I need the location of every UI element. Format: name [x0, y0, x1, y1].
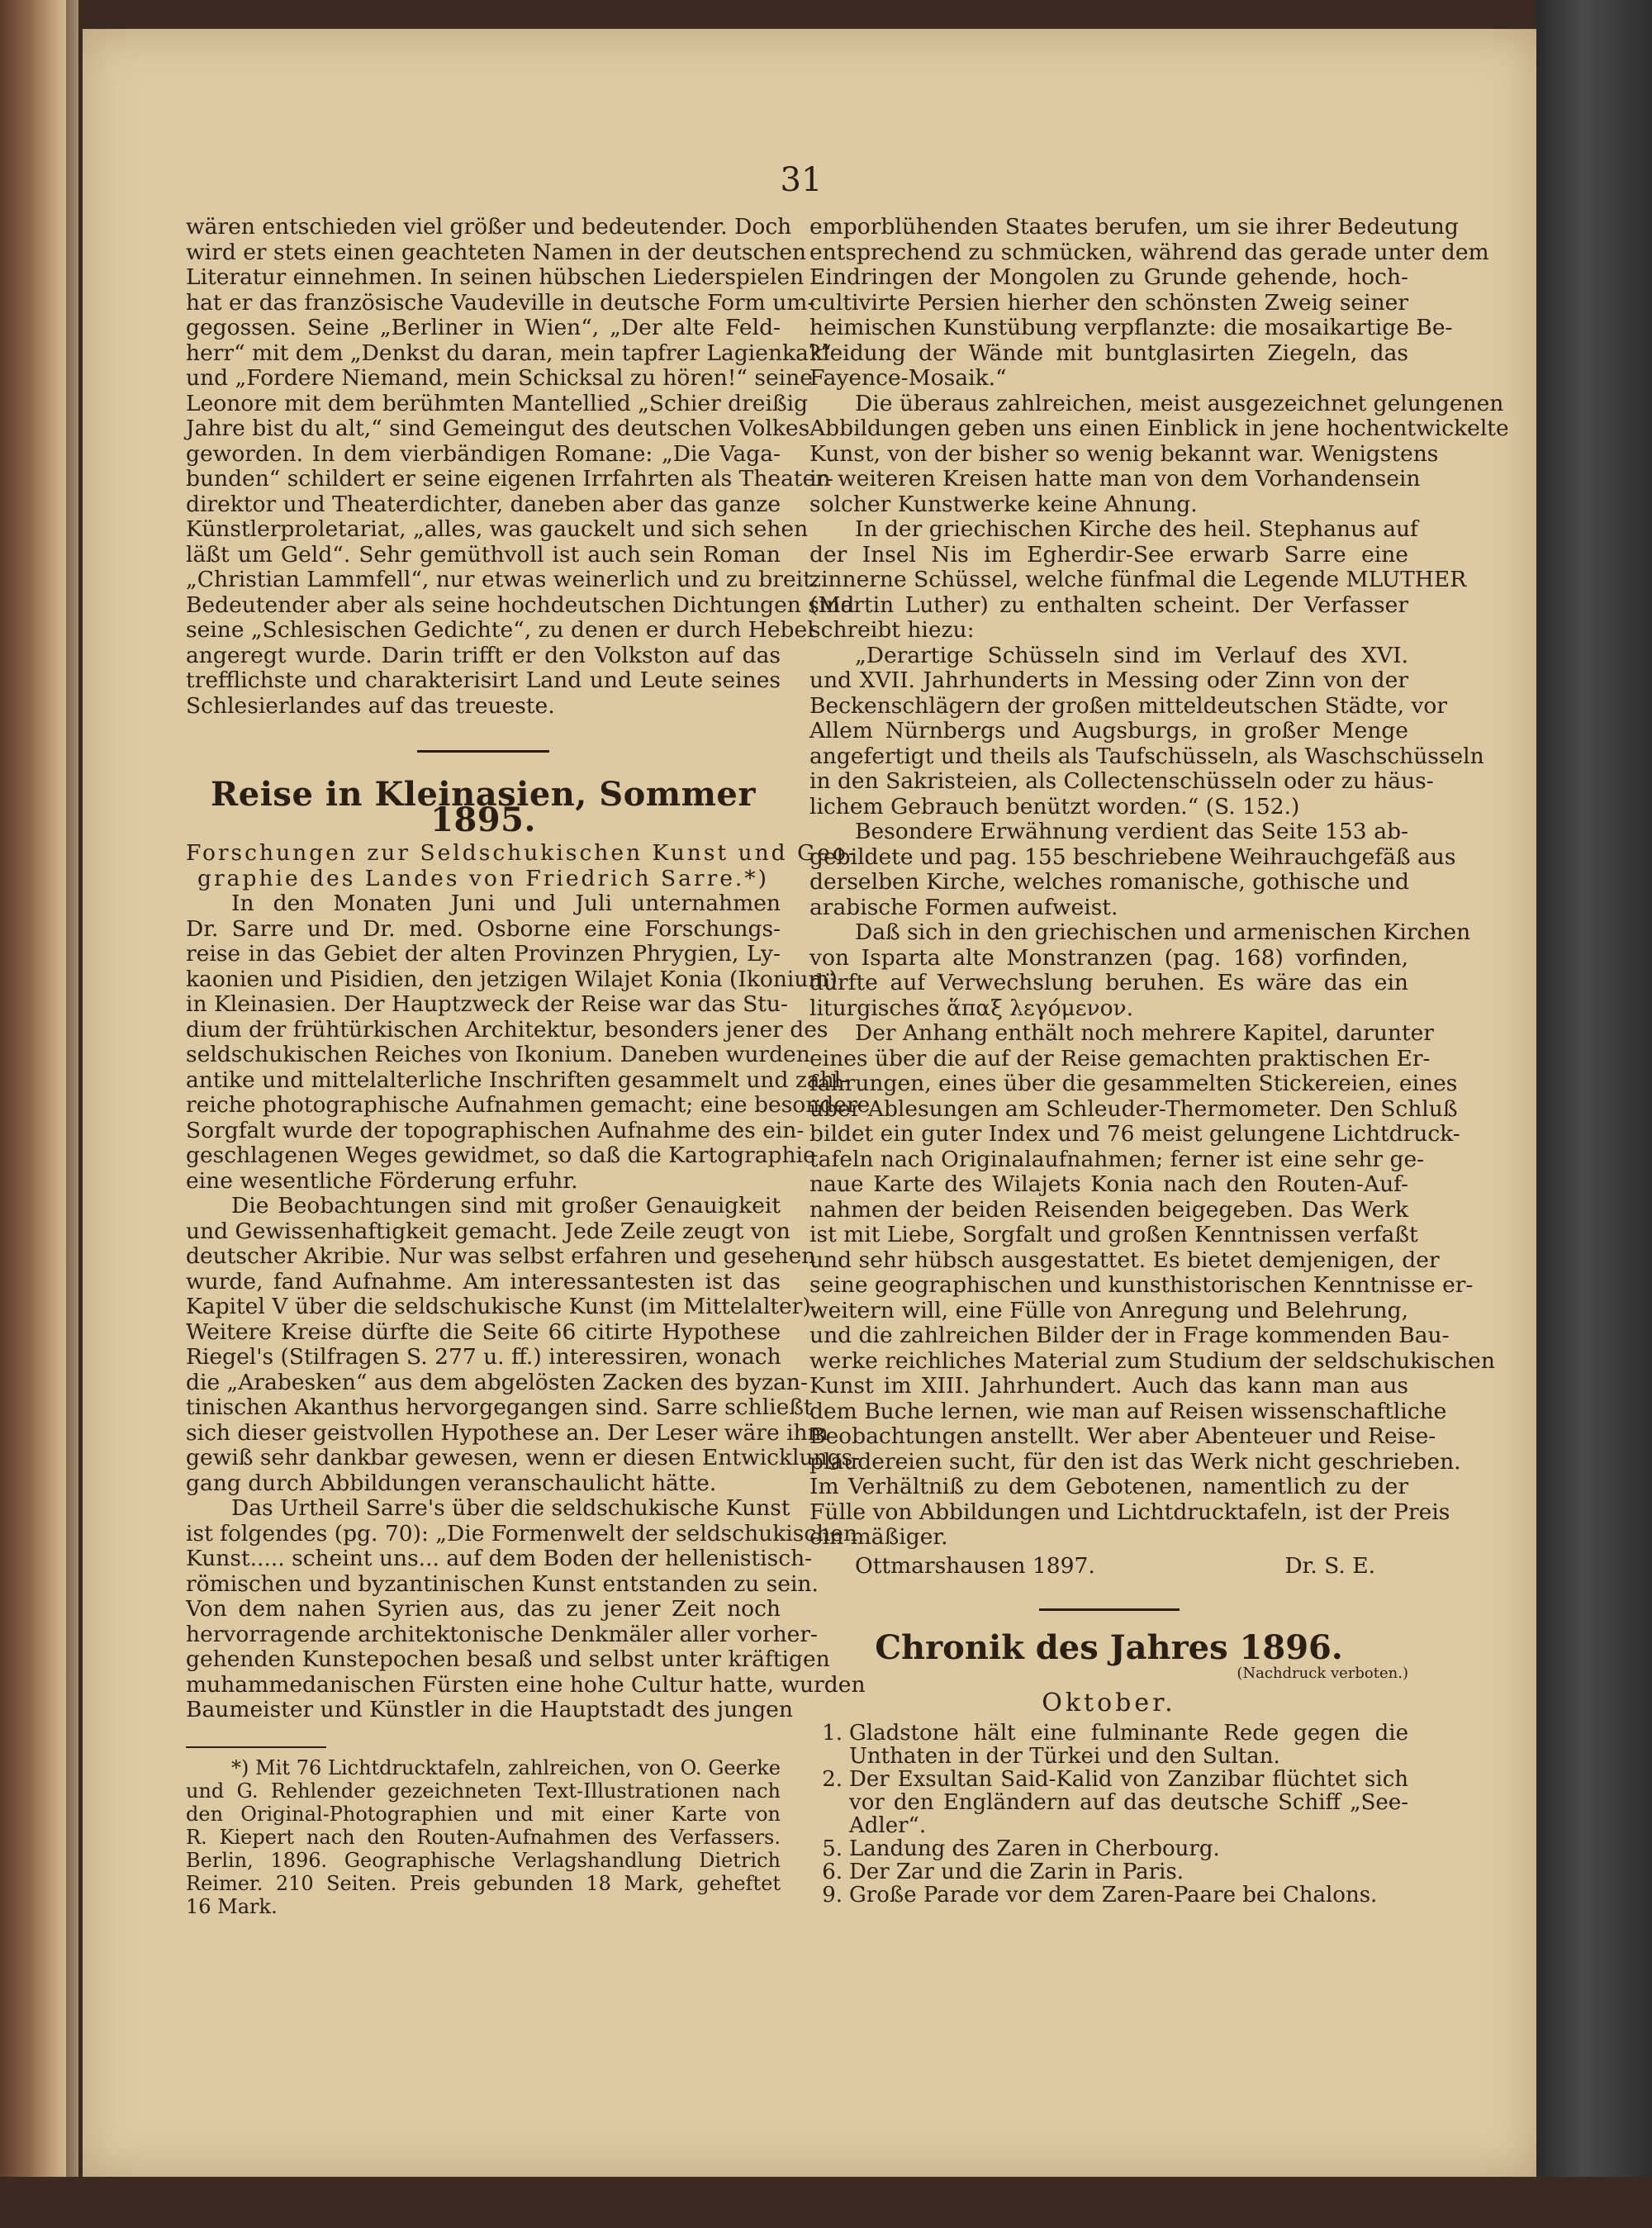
text-line: Reimer. 210 Seiten. Preis gebunden 18 Mark, geheftet — [186, 1871, 781, 1895]
text-line: Eindringen der Mongolen zu Grunde gehende, hoch- — [809, 264, 1408, 290]
text-line: Riegel's (Stilfragen S. 277 u. ff.) interessiren, wonach — [186, 1344, 781, 1370]
text-line: tafeln nach Originalaufnahmen; ferner ist eine sehr ge- — [809, 1146, 1425, 1172]
text-line: Künstlerproletariat, „alles, was gauckelt und sich sehen — [186, 516, 809, 542]
right-para-2 — [809, 390, 1509, 518]
chronicle-item-text: Gladstone hält eine fulminante Rede gegen die Unthaten in der Türkei und den Sultan. — [849, 1720, 1408, 1769]
signature-place-date: Ottmarshausen 1897. — [855, 1552, 1095, 1579]
right-para-7 — [809, 1020, 1495, 1551]
text-line: seine geographischen und kunsthistorischen Kenntnisse er- — [809, 1272, 1474, 1298]
text-line: geworden. In dem vierbändigen Romane: „Die Vaga- — [186, 440, 781, 467]
text-line: Daß sich in den griechischen und armenischen Kirchen — [855, 919, 1471, 945]
text-line: Die Beobachtungen sind mit großer Genauigkeit — [231, 1193, 781, 1219]
text-line: Beobachtungen anstellt. Wer aber Abenteuer und Reise- — [809, 1423, 1436, 1449]
chronicle-item — [809, 1837, 1408, 1860]
text-line: über Ablesungen am Schleuder-Thermometer. Den Schluß — [809, 1095, 1458, 1122]
text-line: gegossen. Seine „Berliner in Wien“, „Der alte Feld- — [186, 315, 781, 340]
right-para-1 — [809, 214, 1489, 392]
text-line: Allem Nürnbergs und Augsburgs, in großer Menge — [809, 718, 1408, 743]
text-line: bunden“ schildert er seine eigenen Irrfahrten als Theater- — [186, 466, 833, 492]
text-line: „Derartige Schüsseln sind im Verlauf des XVI. — [855, 642, 1408, 668]
text-line: arabische Formen aufweist. — [809, 894, 1118, 920]
text-line: Abbildungen geben uns einen Einblick in jene hochentwickelte — [809, 416, 1509, 441]
text-line: emporblühenden Staates berufen, um sie ihrer Bedeutung — [809, 214, 1459, 240]
chronicle-month: Oktober. — [1042, 1689, 1176, 1717]
text-line: tinischen Akanthus hervorgegangen sind. Sarre schließt — [186, 1394, 813, 1420]
right-column — [809, 214, 1509, 1907]
text-line: eine wesentliche Förderung erfuhr. — [186, 1167, 578, 1194]
text-line: und sehr hübsch ausgestattet. Es bietet demjenigen, der — [809, 1247, 1440, 1273]
text-line: ein mäßiger. — [809, 1524, 948, 1550]
right-para-6 — [809, 919, 1471, 1021]
chronicle-item — [809, 1768, 1408, 1837]
text-line: heimischen Kunstübung verpflanzte: die mosaikartige Be- — [809, 315, 1453, 340]
chronicle-item-number: 2. — [822, 1766, 843, 1792]
text-line: wären entschieden viel größer und bedeutender. Doch — [186, 214, 792, 240]
text-line: Jahre bist du alt,“ sind Gemeingut des deutschen Volkes — [186, 416, 810, 441]
text-line: hervorragende architektonische Denkmäler aller vorher- — [186, 1621, 818, 1647]
review-signature — [809, 1554, 1408, 1580]
text-line: Beckenschlägern der großen mitteldeutschen Städte, vor — [809, 692, 1448, 719]
chronicle-item — [809, 1884, 1408, 1907]
text-line: ist folgendes (pg. 70): „Die Formenwelt der seldschukischen — [186, 1520, 858, 1546]
text-line: graphie des Landes von Friedrich Sarre.*) — [197, 865, 769, 891]
text-line: cultivirte Persien hierher den schönsten Zweig seiner — [809, 289, 1408, 316]
left-para-2 — [186, 891, 871, 1194]
text-line: entsprechend zu schmücken, während das gerade unter dem — [809, 239, 1489, 265]
chronicle-item-text: Landung des Zaren in Cherbourg. — [849, 1836, 1220, 1861]
text-line: reise in das Gebiet der alten Provinzen Phrygien, Ly- — [186, 941, 781, 967]
text-line: Die überaus zahlreichen, meist ausgezeichnet gelungenen — [855, 390, 1504, 416]
right-para-5 — [809, 819, 1456, 920]
text-line: Von dem nahen Syrien aus, das zu jener Zeit noch — [186, 1596, 781, 1622]
text-line: muhammedanischen Fürsten eine hohe Cultur hatte, wurden — [186, 1671, 866, 1698]
text-line: und „Fordere Niemand, mein Schicksal zu hören!“ seine — [186, 365, 813, 391]
article-subtitle — [186, 840, 858, 891]
text-line: R. Kiepert nach den Routen-Aufnahmen des Verfassers. — [186, 1825, 781, 1849]
text-line: herr“ mit dem „Denkst du daran, mein tapfrer Lagienka?“ — [186, 340, 832, 366]
text-line: gewiß sehr dankbar gewesen, wenn er diesen Entwicklungs- — [186, 1445, 861, 1470]
text-line: Sorgfalt wurde der topographischen Aufnahme des ein- — [186, 1117, 805, 1143]
text-line: dürfte auf Verwechslung beruhen. Es wäre das ein — [809, 970, 1408, 995]
chronicle-item — [809, 1860, 1408, 1884]
text-line: plaudereien sucht, für den ist das Werk nicht geschrieben. — [809, 1448, 1461, 1475]
text-line: sich dieser geistvollen Hypothese an. Der Leser wäre ihm — [186, 1419, 828, 1446]
signature-author: Dr. S. E. — [1284, 1552, 1375, 1579]
text-line: und G. Rehlender gezeichneten Text-Illustrationen nach — [186, 1779, 781, 1803]
text-line: „Christian Lammfell“, nur etwas weinerlich und zu breit. — [186, 567, 819, 592]
chronicle-list — [809, 1722, 1408, 1907]
text-line: angefertigt und theils als Taufschüsseln, als Waschschüsseln — [809, 743, 1484, 769]
chronicle-item — [809, 1722, 1408, 1768]
text-line: In der griechischen Kirche des heil. Stephanus auf — [855, 516, 1418, 542]
left-para-1 — [186, 214, 855, 719]
text-line: gang durch Abbildungen veranschaulicht hätte. — [186, 1470, 717, 1496]
text-line: Forschungen zur Seldschukischen Kunst und Geo- — [186, 840, 858, 866]
text-line: gebildete und pag. 155 beschriebene Weihrauchgefäß aus — [809, 843, 1456, 870]
text-line: naue Karte des Wilajets Konia nach den Routen-Auf- — [809, 1171, 1408, 1197]
chronicle-item-text: Der Exsultan Said-Kalid von Zanzibar flüchtet sich vor den Engländern auf das deutsche Schiff „See-Adler“. — [849, 1766, 1408, 1838]
text-line: angeregt wurde. Darin trifft er den Volkston auf das — [186, 642, 781, 668]
text-line: dium der frühtürkischen Architektur, besonders jener des — [186, 1016, 828, 1043]
text-line: wird er stets einen geachteten Namen in der deutschen — [186, 239, 807, 265]
text-line: ist mit Liebe, Sorgfalt und großen Kenntnissen verfaßt — [809, 1222, 1418, 1247]
text-line: dem Buche lernen, wie man auf Reisen wissenschaftliche — [809, 1398, 1447, 1424]
text-line: In den Monaten Juni und Juli unternahmen — [231, 891, 781, 916]
text-line: 16 Mark. — [186, 1894, 278, 1918]
text-line: geschlagenen Weges gewidmet, so daß die Kartographie — [186, 1143, 816, 1168]
text-line: Kunst im XIII. Jahrhundert. Auch das kann man aus — [809, 1373, 1408, 1399]
text-line: Fayence-Mosaik.“ — [809, 365, 1007, 391]
chronicle-item-number: 1. — [822, 1720, 843, 1746]
text-line: Besondere Erwähnung verdient das Seite 153 ab- — [855, 819, 1408, 844]
text-line: von Isparta alte Monstranzen (pag. 168) vorfinden, — [809, 944, 1408, 971]
text-line: gehenden Kunstepochen besaß und selbst unter kräftigen — [186, 1646, 830, 1672]
text-line: eines über die auf der Reise gemachten praktischen Er- — [809, 1045, 1431, 1071]
text-line: und XVII. Jahrhunderts in Messing oder Zinn von der — [809, 667, 1408, 693]
left-column — [186, 214, 871, 1918]
book-bottom-edge — [0, 2177, 1652, 2228]
text-line: Kunst..... scheint uns... auf dem Boden der hellenistisch- — [186, 1546, 813, 1571]
text-line: deutscher Akribie. Nur was selbst erfahren und gesehen — [186, 1243, 816, 1269]
text-line: liturgisches ἅπαξ λεγόμενον. — [809, 995, 1134, 1021]
text-line: Bedeutender aber als seine hochdeutschen Dichtungen sind — [186, 591, 855, 618]
text-line: den Original-Photographien und mit einer Karte von — [186, 1802, 781, 1826]
text-line: zinnerne Schüssel, welche fünfmal die Legende MLUTHER — [809, 567, 1467, 592]
text-line: in den Sakristeien, als Collectenschüsseln oder zu häus- — [809, 768, 1434, 794]
text-line: seine „Schlesischen Gedichte“, zu denen er durch Hebel — [186, 617, 814, 643]
right-para-4 — [809, 642, 1484, 820]
text-line: Baumeister und Künstler in die Hauptstadt des jungen — [186, 1697, 793, 1722]
footnote-divider — [186, 1746, 326, 1748]
text-line: und Gewissenhaftigkeit gemacht. Jede Zeile zeugt von — [186, 1218, 790, 1244]
text-line: läßt um Geld“. Sehr gemüthvoll ist auch sein Roman — [186, 541, 781, 568]
text-line: nahmen der beiden Reisenden beigegeben. Das Werk — [809, 1196, 1408, 1223]
right-para-3 — [809, 516, 1467, 644]
text-line: direktor und Theaterdichter, daneben aber das ganze — [186, 491, 781, 517]
chronicle-item-text: Der Zar und die Zarin in Paris. — [849, 1859, 1184, 1884]
text-line: weitern will, eine Fülle von Anregung und Belehrung, — [809, 1297, 1408, 1323]
chronicle-item-number: 5. — [822, 1836, 843, 1861]
text-line: antike und mittelalterliche Inschriften gesammelt und zahl- — [186, 1066, 849, 1093]
text-line: Kunst, von der bisher so wenig bekannt war. Wenigstens — [809, 440, 1439, 467]
text-line: trefflichste und charakterisirt Land und Leute seines — [186, 667, 781, 693]
text-line: Fülle von Abbildungen und Lichtdrucktafeln, ist der Preis — [809, 1499, 1450, 1525]
chronicle-item-number: 9. — [822, 1882, 843, 1907]
text-line: Im Verhältniß zu dem Gebotenen, namentlich zu der — [809, 1474, 1408, 1499]
text-line: der Insel Nis im Egherdir-See erwarb Sarre eine — [809, 541, 1408, 568]
text-line: Der Anhang enthält noch mehrere Kapitel, darunter — [855, 1020, 1434, 1046]
text-line: Berlin, 1896. Geographische Verlagshandlung Dietrich — [186, 1848, 781, 1872]
text-line: römischen und byzantinischen Kunst entstanden zu sein. — [186, 1570, 819, 1597]
section-divider — [417, 750, 549, 753]
text-line: wurde, fand Aufnahme. Am interessantesten ist das — [186, 1268, 781, 1295]
chronicle-title: Chronik des Jahres 1896. — [875, 1628, 1343, 1667]
article-title: Reise in Kleinasien, Sommer 1895. — [211, 775, 756, 839]
text-line: hat er das französische Vaudeville in deutsche Form um- — [186, 289, 815, 316]
text-line: Schlesierlandes auf das treueste. — [186, 692, 555, 719]
text-line: seldschukischen Reiches von Ikonium. Daneben wurden — [186, 1042, 810, 1067]
text-line: Literatur einnehmen. In seinen hübschen Liederspielen — [186, 264, 805, 290]
text-line: schreibt hiezu: — [809, 617, 975, 643]
section-divider-right — [1039, 1608, 1180, 1611]
text-line: Das Urtheil Sarre's über die seldschukische Kunst — [231, 1495, 790, 1521]
text-line: werke reichliches Material zum Studium der seldschukischen — [809, 1347, 1495, 1374]
footnote — [186, 1756, 781, 1918]
page-number: 31 — [780, 161, 823, 199]
text-line: in weiteren Kreisen hatte man von dem Vorhandensein — [809, 466, 1421, 492]
text-line: Kapitel V über die seldschukische Kunst (im Mittelalter). — [186, 1294, 819, 1319]
text-line: (Martin Luther) zu enthalten scheint. Der Verfasser — [809, 591, 1408, 618]
text-line: Leonore mit dem berühmten Mantellied „Schier dreißig — [186, 390, 809, 416]
chronicle-item-number: 6. — [822, 1859, 843, 1884]
text-line: fahrungen, eines über die gesammelten Stickereien, eines — [809, 1071, 1458, 1096]
text-line: kleidung der Wände mit buntglasirten Ziegeln, das — [809, 340, 1408, 366]
chronicle-copyright-note: (Nachdruck verboten.) — [1237, 1664, 1408, 1682]
left-para-4 — [186, 1495, 866, 1723]
text-line: *) Mit 76 Lichtdrucktafeln, zahlreichen, von O. Geerke — [231, 1755, 781, 1779]
text-line: Weitere Kreise dürfte die Seite 66 citirte Hypothese — [186, 1318, 781, 1345]
book-cover-edge — [1536, 0, 1652, 2228]
text-line: reiche photographische Aufnahmen gemacht; eine besondere — [186, 1092, 871, 1118]
chronicle-item-text: Große Parade vor dem Zaren-Paare bei Chalons. — [849, 1882, 1378, 1907]
text-line: solcher Kunstwerke keine Ahnung. — [809, 491, 1198, 517]
left-para-3 — [186, 1193, 861, 1496]
text-line: in Kleinasien. Der Hauptzweck der Reise war das Stu- — [186, 991, 788, 1017]
text-line: die „Arabesken“ aus dem abgelösten Zacken des byzan- — [186, 1369, 808, 1395]
text-line: Dr. Sarre und Dr. med. Osborne eine Forschungs- — [186, 915, 781, 942]
text-line: bildet ein guter Index und 76 meist gelungene Lichtdruck- — [809, 1121, 1460, 1147]
text-line: kaonien und Pisidien, den jetzigen Wilajet Konia (Ikonium) — [186, 966, 838, 992]
text-line: derselben Kirche, welches romanische, gothische und — [809, 869, 1409, 895]
text-line: lichem Gebrauch benützt worden.“ (S. 152.) — [809, 793, 1300, 819]
text-line: und die zahlreichen Bilder der in Frage kommenden Bau- — [809, 1323, 1450, 1348]
